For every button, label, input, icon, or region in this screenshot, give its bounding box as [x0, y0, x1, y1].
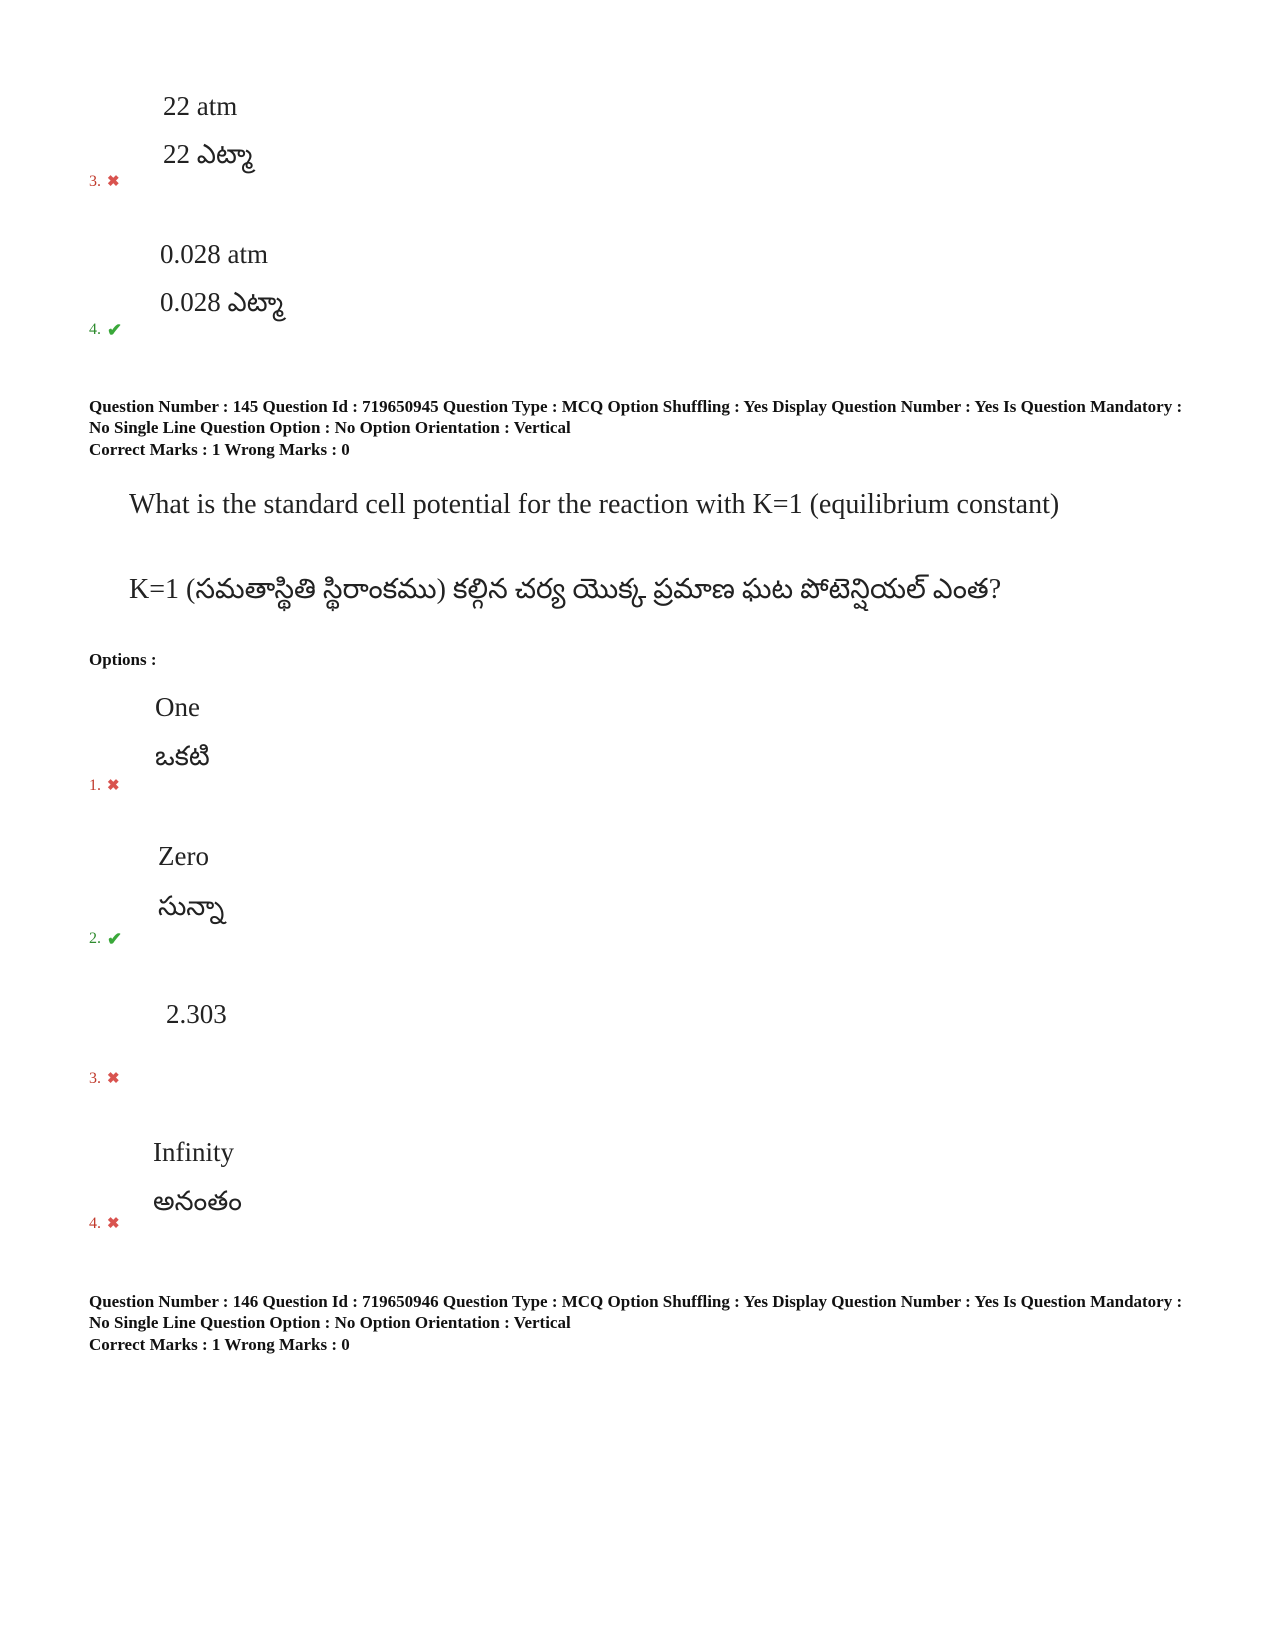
option-text-te: సున్నా — [158, 891, 225, 921]
option-number: 1. — [89, 777, 101, 794]
option-number: 3. — [89, 1070, 101, 1087]
option-marker — [89, 778, 120, 794]
option-number: 2. — [89, 930, 101, 947]
option-text-en: 0.028 atm — [160, 239, 268, 269]
question-meta: Question Number : 146 Question Id : 719650946 Question Type : MCQ Option Shuffling : Yes Display Question Number : Yes Is Question Mandatory : No Single Line Question Option : No Option Orientation : Vertical — [89, 1292, 1183, 1332]
cross-icon: ✖ — [107, 173, 120, 190]
option-text-en: Infinity — [153, 1137, 234, 1167]
options-label: Options : — [89, 650, 157, 669]
check-icon: ✔ — [107, 929, 123, 949]
option-text-te: 0.028 ఎట్మా — [160, 287, 284, 317]
option-marker — [89, 930, 122, 948]
option-text-en: One — [155, 692, 200, 722]
question-meta: Question Number : 145 Question Id : 719650945 Question Type : MCQ Option Shuffling : Yes Display Question Number : Yes Is Question Mandatory : No Single Line Question Option : No Option Orientation : Vertical — [89, 397, 1183, 437]
option-text-en: Zero — [158, 841, 209, 871]
question-marks: Correct Marks : 1 Wrong Marks : 0 — [89, 440, 350, 459]
cross-icon: ✖ — [107, 1215, 120, 1232]
option-marker — [89, 1071, 120, 1087]
option-marker — [89, 321, 122, 339]
option-text-te: 22 ఎట్మా — [163, 139, 253, 169]
option-marker — [89, 174, 120, 190]
question-marks: Correct Marks : 1 Wrong Marks : 0 — [89, 1335, 350, 1354]
option-text-en: 2.303 — [166, 999, 227, 1029]
option-number: 3. — [89, 173, 101, 190]
question-text-te: K=1 (సమతాస్థితి స్థిరాంకము) కల్గిన చర్య యొక్క ప్రమాణ ఘట పోటెన్షియల్ ఎంత? — [129, 574, 1002, 605]
cross-icon: ✖ — [107, 1070, 120, 1087]
option-number: 4. — [89, 321, 101, 338]
option-marker — [89, 1216, 120, 1232]
check-icon: ✔ — [107, 320, 123, 340]
option-text-te: అనంతం — [153, 1186, 242, 1216]
option-text-en: 22 atm — [163, 91, 238, 121]
option-number: 4. — [89, 1215, 101, 1232]
cross-icon: ✖ — [107, 777, 120, 794]
question-text-en: What is the standard cell potential for the reaction with K=1 (equilibrium constant) — [129, 489, 1060, 520]
option-text-te: ఒకటి — [155, 741, 210, 771]
